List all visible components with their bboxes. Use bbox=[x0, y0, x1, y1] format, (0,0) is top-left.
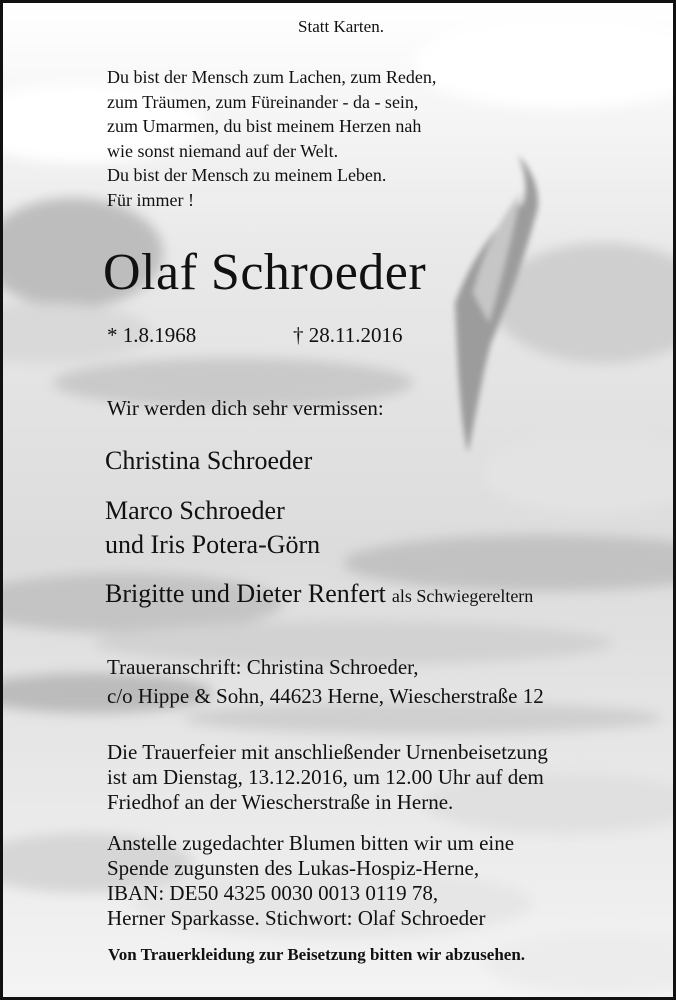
ceremony-line: Friedhof an der Wiescherstraße in Herne. bbox=[107, 790, 454, 814]
mourning-address bbox=[107, 653, 544, 711]
ceremony-line: Die Trauerfeier mit anschließender Urnenbeisetzung bbox=[107, 740, 548, 764]
death-date: † 28.11.2016 bbox=[293, 323, 403, 347]
mourner-iris: und Iris Potera-Görn bbox=[105, 530, 321, 559]
poem bbox=[107, 65, 436, 212]
donation-line: Anstelle zugedachter Blumen bitten wir um eine bbox=[107, 831, 515, 855]
donation-line: Spende zugunsten des Lukas-Hospiz-Herne, bbox=[107, 856, 480, 880]
mourner-christina: Christina Schroeder bbox=[105, 446, 313, 475]
poem-line: Für immer ! bbox=[107, 189, 194, 210]
header-statt-karten: Statt Karten. bbox=[298, 17, 384, 36]
address-line: Traueranschrift: Christina Schroeder, bbox=[107, 655, 419, 679]
poem-line: wie sonst niemand auf der Welt. bbox=[107, 140, 339, 161]
deceased-name: Olaf Schroeder bbox=[103, 244, 427, 301]
mourner-relation: als Schwiegereltern bbox=[391, 586, 534, 606]
birth-date: * 1.8.1968 bbox=[107, 323, 197, 347]
donation-line: IBAN: DE50 4325 0030 0013 0119 78, bbox=[107, 881, 439, 905]
poem-line: Du bist der Mensch zu meinem Leben. bbox=[107, 165, 387, 185]
donation-line: Herner Sparkasse. Stichwort: Olaf Schroeder bbox=[107, 906, 486, 930]
address-line: c/o Hippe & Sohn, 44623 Herne, Wiescherstraße 12 bbox=[107, 684, 544, 708]
mourner-renfert bbox=[105, 579, 533, 609]
donation-info bbox=[107, 831, 514, 931]
ceremony-info bbox=[107, 740, 548, 815]
poem-line: Du bist der Mensch zum Lachen, zum Reden, bbox=[107, 67, 437, 87]
mourner-marco: Marco Schroeder bbox=[105, 496, 285, 525]
poem-line: zum Umarmen, du bist meinem Herzen nah bbox=[107, 116, 422, 136]
footer-note: Von Trauerkleidung zur Beisetzung bitten wir abzusehen. bbox=[108, 945, 526, 964]
miss-line: Wir werden dich sehr vermissen: bbox=[107, 396, 384, 420]
mourner-renfert-name: Brigitte und Dieter Renfert bbox=[105, 579, 386, 608]
poem-line: zum Träumen, zum Füreinander - da - sein, bbox=[107, 91, 419, 112]
ceremony-line: ist am Dienstag, 13.12.2016, um 12.00 Uhr auf dem bbox=[107, 765, 544, 789]
